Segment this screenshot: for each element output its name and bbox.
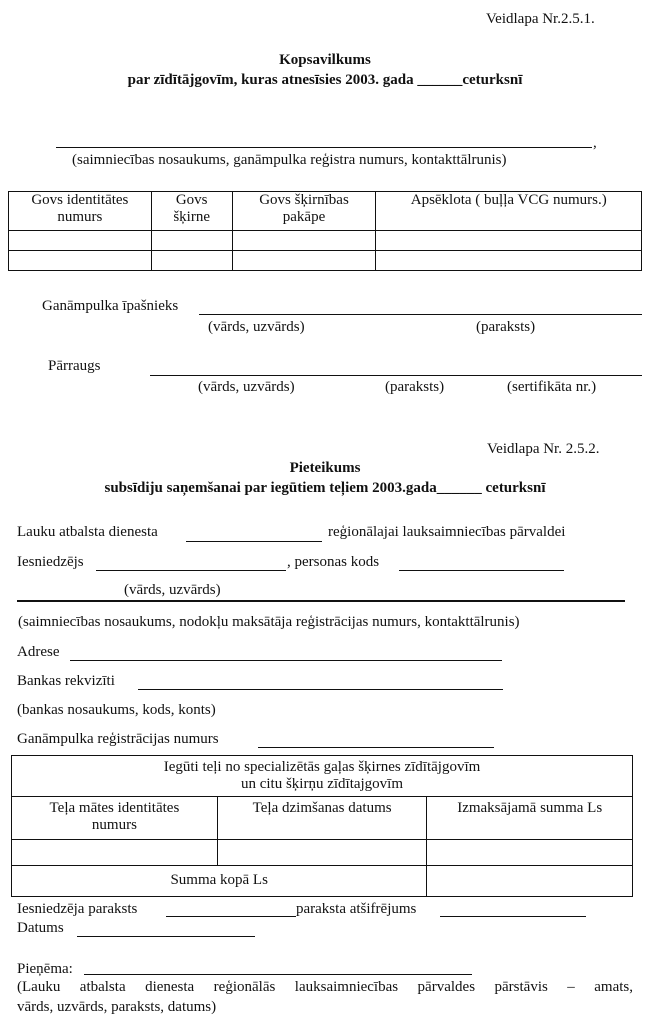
- calves-table: [11, 755, 633, 897]
- applicant-line[interactable]: [96, 570, 286, 571]
- table-row[interactable]: [9, 231, 642, 251]
- service-label-end: reģionālajai lauksaimniecības pārvaldei: [328, 524, 566, 540]
- supervisor-line[interactable]: [150, 375, 642, 376]
- address-label: Adrese: [17, 644, 60, 660]
- form1-number: Veidlapa Nr.2.5.1.: [486, 11, 595, 27]
- table-title: Iegūti teļi no specializētās gaļas šķirnes zīdītājgovīm un citu šķirņu zīdītajgovīm: [12, 756, 633, 797]
- comma: ,: [593, 135, 597, 151]
- bank-label: Bankas rekvizīti: [17, 673, 115, 689]
- total-value[interactable]: [427, 866, 633, 897]
- date-label: Datums: [17, 920, 64, 936]
- applicant-caption: (vārds, uzvārds): [124, 582, 221, 598]
- personal-code-label: , personas kods: [287, 554, 380, 570]
- owner-caption-name: (vārds, uzvārds): [208, 319, 305, 335]
- form2-subtitle: subsīdiju saņemšanai par iegūtiem teļiem 2003.gada______ ceturksnī: [104, 480, 546, 496]
- table-header: Teļa dzimšanas datums: [217, 797, 427, 840]
- signature-label: Iesniedzēja paraksts: [17, 901, 138, 917]
- signature-line[interactable]: [166, 916, 296, 917]
- signature-decode-line[interactable]: [440, 916, 586, 917]
- signature-decode-label: paraksta atšifrējums: [296, 901, 417, 917]
- form1-subtitle: par zīdītājgovīm, kuras atnesīsies 2003. gada ______ceturksnī: [127, 72, 523, 88]
- table-row[interactable]: [9, 251, 642, 271]
- supervisor-label: Pārraugs: [48, 358, 101, 374]
- form2-number: Veidlapa Nr. 2.5.2.: [487, 441, 600, 457]
- table-header: Govs šķirne: [151, 192, 232, 231]
- owner-line[interactable]: [199, 314, 642, 315]
- form1-farm-caption: (saimniecības nosaukums, ganāmpulka reģistra numurs, kontakttālrunis): [72, 152, 507, 168]
- date-line[interactable]: [77, 936, 255, 937]
- table-header: Govs identitātes numurs: [9, 192, 152, 231]
- accepted-caption-1: (Lauku atbalsta dienesta reģionālās lauksaimniecības pārvaldes pārstāvis – amats,: [17, 979, 633, 995]
- owner-label: Ganāmpulka īpašnieks: [42, 298, 179, 314]
- herd-reg-label: Ganāmpulka reģistrācijas numurs: [17, 731, 219, 747]
- form2-farm-caption: (saimniecības nosaukums, nodokļu maksātāja reģistrācijas numurs, kontakttālrunis): [18, 614, 520, 630]
- table-row[interactable]: [12, 840, 633, 866]
- applicant-label: Iesniedzējs: [17, 554, 84, 570]
- service-label: Lauku atbalsta dienesta: [17, 524, 158, 540]
- herd-reg-line[interactable]: [258, 747, 494, 748]
- bank-caption: (bankas nosaukums, kods, konts): [17, 702, 216, 718]
- form1-cow-table: [8, 191, 642, 271]
- bank-line[interactable]: [138, 689, 503, 690]
- service-line[interactable]: [186, 541, 322, 542]
- address-line[interactable]: [70, 660, 502, 661]
- personal-code-line[interactable]: [399, 570, 564, 571]
- accepted-line[interactable]: [84, 974, 472, 975]
- form1-title: Kopsavilkums: [279, 52, 371, 68]
- supervisor-caption-cert: (sertifikāta nr.): [507, 379, 597, 395]
- form2-title: Pieteikums: [289, 460, 361, 476]
- accepted-label: Pieņēma:: [17, 961, 73, 977]
- table-header: Apsēklota ( buļļa VCG numurs.): [376, 192, 642, 231]
- accepted-caption-2: vārds, uzvārds, paraksts, datums): [17, 999, 217, 1015]
- table-header: Govs šķirnības pakāpe: [232, 192, 376, 231]
- owner-caption-sign: (paraksts): [476, 319, 536, 335]
- table-header: Teļa mātes identitātes numurs: [12, 797, 218, 840]
- table-header: Izmaksājamā summa Ls: [427, 797, 633, 840]
- supervisor-caption-name: (vārds, uzvārds): [198, 379, 295, 395]
- total-label: Summa kopā Ls: [12, 866, 427, 897]
- supervisor-caption-sign: (paraksts): [385, 379, 445, 395]
- form1-farm-line[interactable]: [56, 147, 592, 148]
- farm-line[interactable]: [17, 600, 625, 602]
